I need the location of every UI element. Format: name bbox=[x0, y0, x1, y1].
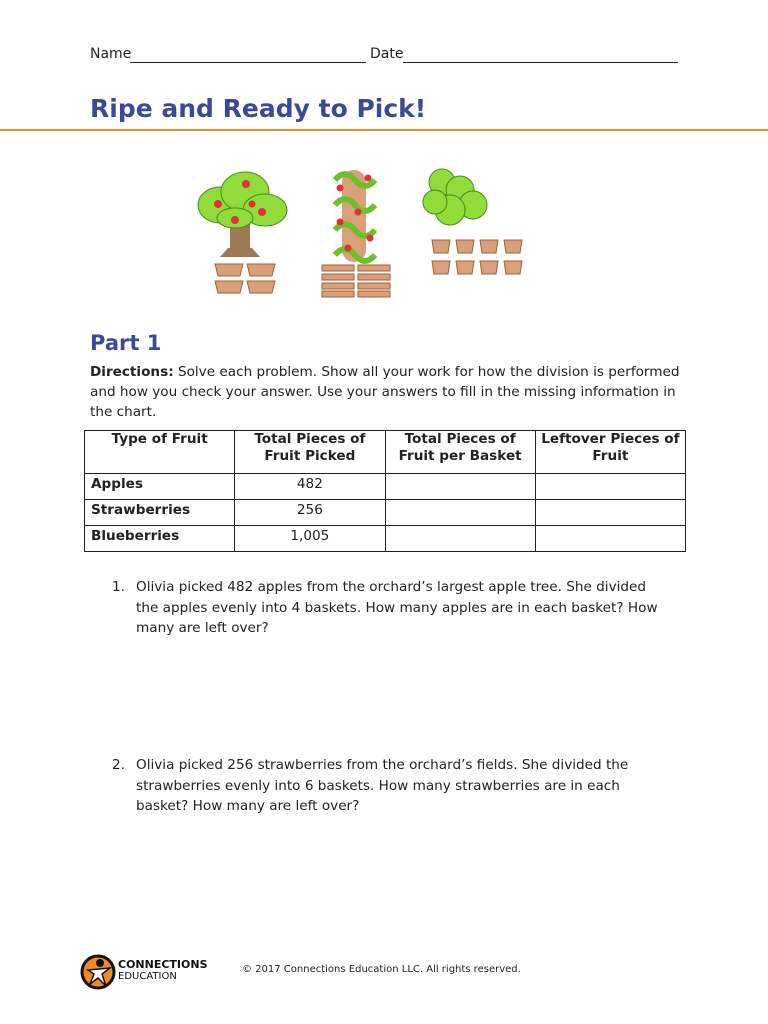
directions-label: Directions: bbox=[90, 364, 174, 380]
table-row bbox=[85, 500, 686, 526]
logo-text-line2: EDUCATION bbox=[118, 971, 177, 982]
date-field[interactable] bbox=[403, 62, 678, 63]
per-basket-cell[interactable] bbox=[385, 500, 535, 526]
title-divider bbox=[0, 129, 768, 131]
leftover-cell[interactable] bbox=[535, 500, 685, 526]
table-row bbox=[85, 526, 686, 552]
leftover-cell[interactable] bbox=[535, 474, 685, 500]
strawberry-basket-icon bbox=[322, 265, 390, 297]
part-heading: Part 1 bbox=[90, 331, 162, 355]
apple-tree-icon bbox=[198, 172, 287, 257]
date-label: Date bbox=[370, 46, 404, 62]
per-basket-cell[interactable] bbox=[385, 526, 535, 552]
fruit-illustration bbox=[190, 160, 540, 300]
column-header: Total Pieces of Fruit per Basket bbox=[385, 431, 535, 474]
question-text: Olivia picked 256 strawberries from the orchard’s fields. She divided the strawberries evenly into 6 baskets. How many strawberries are in each basket? How many are left over? bbox=[136, 757, 629, 814]
fruit-cell: Blueberries bbox=[85, 526, 235, 552]
question-number: 1. bbox=[112, 579, 125, 595]
directions bbox=[90, 362, 690, 422]
per-basket-cell[interactable] bbox=[385, 474, 535, 500]
question-2 bbox=[112, 755, 672, 817]
table-header-row bbox=[85, 431, 686, 474]
apple-basket-icon bbox=[215, 264, 275, 293]
leftover-cell[interactable] bbox=[535, 526, 685, 552]
fruit-cell: Apples bbox=[85, 474, 235, 500]
question-1 bbox=[112, 577, 672, 639]
name-label: Name bbox=[90, 46, 132, 62]
copyright: © 2017 Connections Education LLC. All rights reserved. bbox=[242, 964, 521, 975]
column-header: Type of Fruit bbox=[85, 431, 235, 474]
fruit-cell: Strawberries bbox=[85, 500, 235, 526]
directions-text: Solve each problem. Show all your work for how the division is performed and how you check your answer. Use your answers to fill in the missing information in the chart. bbox=[90, 364, 680, 420]
page-title: Ripe and Ready to Pick! bbox=[90, 94, 427, 123]
logo-text-line1: CONNECTIONS bbox=[118, 958, 208, 971]
question-text: Olivia picked 482 apples from the orchard’s largest apple tree. She divided the apples evenly into 4 baskets. How many apples are in each basket? How many are left over? bbox=[136, 579, 658, 636]
strawberry-plant-icon bbox=[335, 170, 375, 262]
name-field[interactable] bbox=[130, 62, 366, 63]
question-number: 2. bbox=[112, 757, 125, 773]
column-header: Total Pieces of Fruit Picked bbox=[235, 431, 385, 474]
table-row bbox=[85, 474, 686, 500]
picked-cell: 1,005 bbox=[235, 526, 385, 552]
blueberry-cup-icon bbox=[432, 240, 522, 274]
fruit-chart bbox=[84, 430, 686, 552]
column-header: Leftover Pieces of Fruit bbox=[535, 431, 685, 474]
picked-cell: 482 bbox=[235, 474, 385, 500]
blueberry-bush-icon bbox=[423, 169, 487, 225]
picked-cell: 256 bbox=[235, 500, 385, 526]
